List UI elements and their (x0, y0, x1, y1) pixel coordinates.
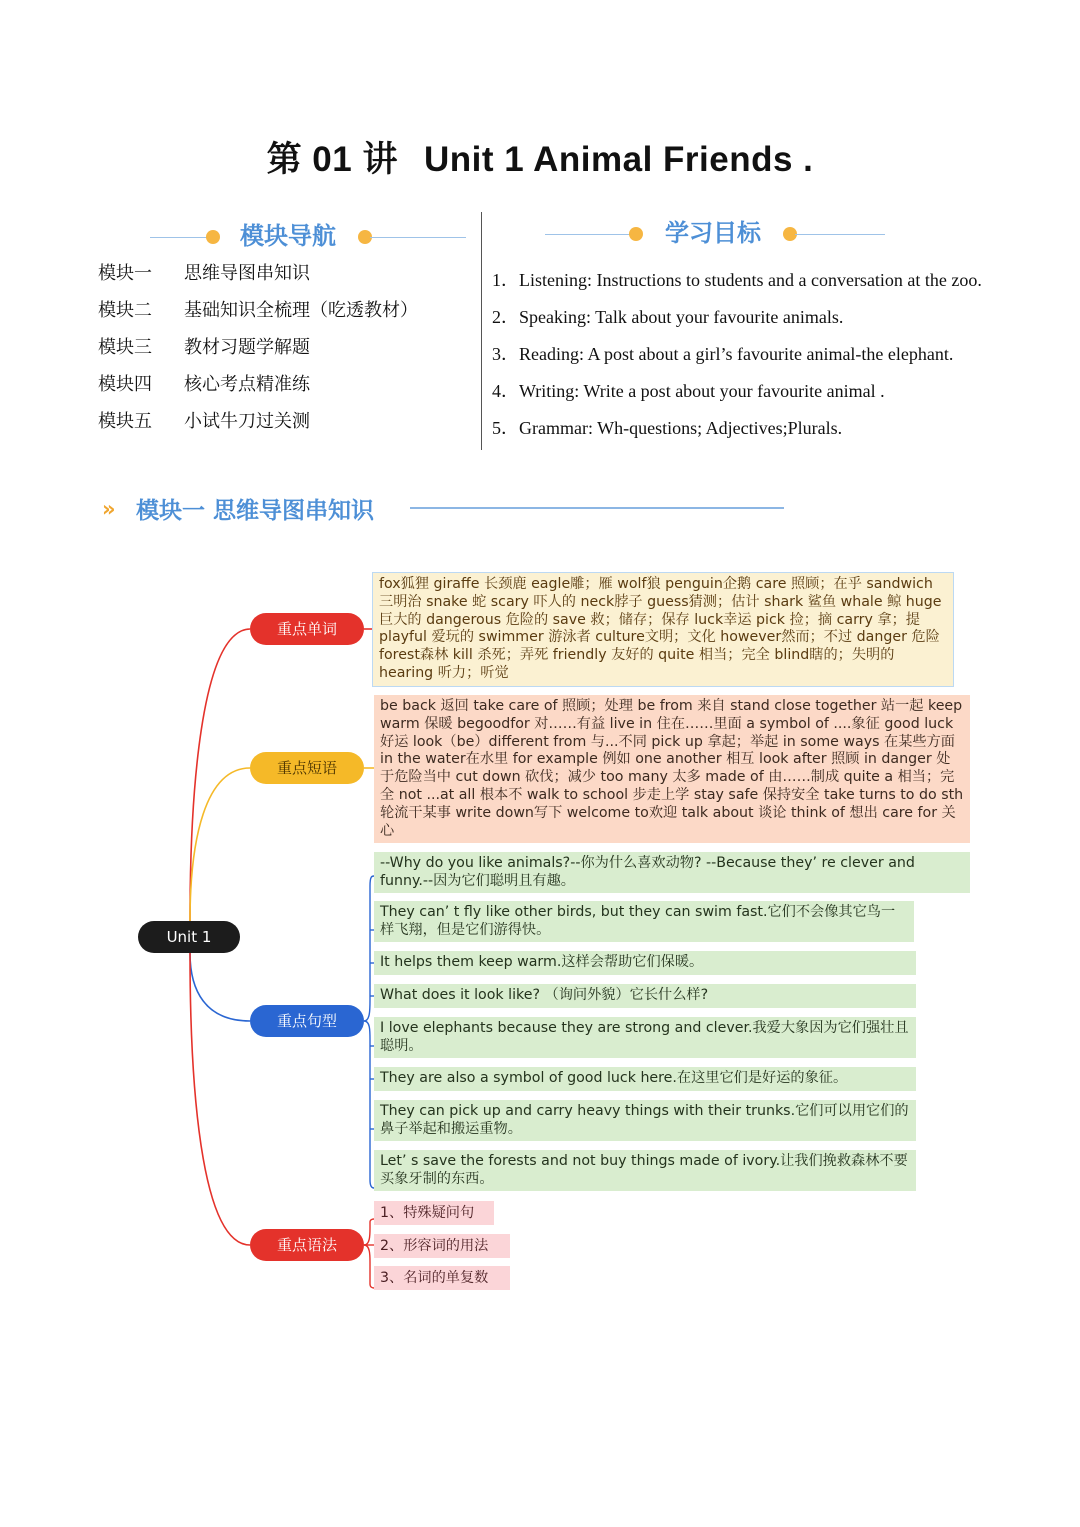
goal-item: 5．Grammar: Wh-questions; Adjectives;Plurals. (492, 418, 843, 438)
grammar-item: 2、形容词的用法 (374, 1234, 510, 1258)
goals-heading: 学习目标 (665, 219, 761, 247)
double-chevron-icon: » (102, 497, 116, 521)
sentence-item: What does it look like? （询问外貌）它长什么样? (374, 984, 916, 1008)
grammar-item: 3、名词的单复数 (374, 1266, 510, 1290)
sentence-item: They can’ t fly like other birds, but they can swim fast.它们不会像其它鸟一样飞翔，但是它们游得快。 (374, 901, 914, 942)
sentence-item: They are also a symbol of good luck here.在这里它们是好运的象征。 (374, 1067, 916, 1091)
nav-item: 模块三 教材习题学解题 (98, 337, 310, 358)
connector-vocab (190, 629, 250, 921)
goal-item: 2．Speaking: Talk about your favourite animals. (492, 307, 844, 327)
nav-item: 模块一 思维导图串知识 (98, 263, 310, 284)
nav-item: 模块四 核心考点精准练 (98, 374, 310, 395)
connector-grammar (190, 953, 250, 1245)
vocab-box: fox狐狸 giraffe 长颈鹿 eagle雕；雁 wolf狼 penguin企鹅 care 照顾；在乎 sandwich三明治 snake 蛇 scary 吓人的 neck脖子 guess猜测；估计 shark 鲨鱼 whale 鲸 huge巨大的 dangerous 危险的 save 救；储存；保存 luck幸运 pick 捡；摘 carry 拿；提 playful 爱玩的 swimmer 游泳者 culture文明；文化 however然而；不过 danger 危险 forest森林 kill 杀死；弄死 friendly 友好的 quite 相当；完全 blind瞎的；失明的 hearing 听力；听觉 (372, 572, 954, 687)
nav-item: 模块五 小试牛刀过关测 (98, 411, 310, 432)
sentence-item: They can pick up and carry heavy things with their trunks.它们可以用它们的鼻子举起和搬运重物。 (374, 1100, 916, 1141)
sentence-item: I love elephants because they are strong and clever.我爱大象因为它们强壮且聪明。 (374, 1017, 916, 1058)
lesson-number: 第 01 讲 (266, 140, 398, 179)
connector-sentences (190, 953, 250, 1021)
mindmap-root: Unit 1 (138, 921, 240, 953)
goal-item: 1．Listening: Instructions to students and a conversation at the zoo. (492, 270, 982, 290)
nav-item: 模块二 基础知识全梳理（吃透教材） (98, 300, 418, 321)
unit-title: Unit 1 Animal Friends . (423, 140, 814, 179)
sentence-item: Let’ s save the forests and not buy things made of ivory.让我们挽救森林不要买象牙制的东西。 (374, 1150, 916, 1191)
phrases-box: be back 返回 take care of 照顾；处理 be from 来自 stand close together 站一起 keep warm 保暖 begoodfor 对……有益 live in 住在……里面 a symbol of ....象征 good luck好运 look（be）different from 与...不同 pick up 拿起；举起 in some ways 在某些方面 in the water在水里 for example 例如 one another 相互 look after 照顾 in danger 处于危险当中 cut down 砍伐；减少 too many 太多 made of 由……制成 quite a 相当；完全 not ...at all 根本不 walk to school 步走上学 stay safe 保持安全 take turns to do sth轮流干某事 write down写下 welcome to欢迎 talk about 谈论 think of 想出 care for 关心 (374, 695, 970, 843)
sentence-item: It helps them keep warm.这样会帮助它们保暖。 (374, 951, 916, 975)
nav-heading: 模块导航 (240, 222, 336, 250)
branch-phrases: 重点短语 (250, 752, 364, 784)
goal-item: 4．Writing: Write a post about your favourite animal . (492, 381, 885, 401)
module1-heading: 模块一 思维导图串知识 (136, 498, 375, 524)
branch-grammar: 重点语法 (250, 1229, 364, 1261)
connector-phrases (190, 768, 250, 921)
sentence-item: --Why do you like animals?--你为什么喜欢动物? --Because they’ re clever and funny.--因为它们聪明且有趣。 (374, 852, 970, 893)
goal-item: 3．Reading: A post about a girl’s favourite animal-the elephant. (492, 344, 954, 364)
branch-sentences: 重点句型 (250, 1005, 364, 1037)
grammar-item: 1、特殊疑问句 (374, 1201, 494, 1225)
branch-vocab: 重点单词 (250, 613, 364, 645)
